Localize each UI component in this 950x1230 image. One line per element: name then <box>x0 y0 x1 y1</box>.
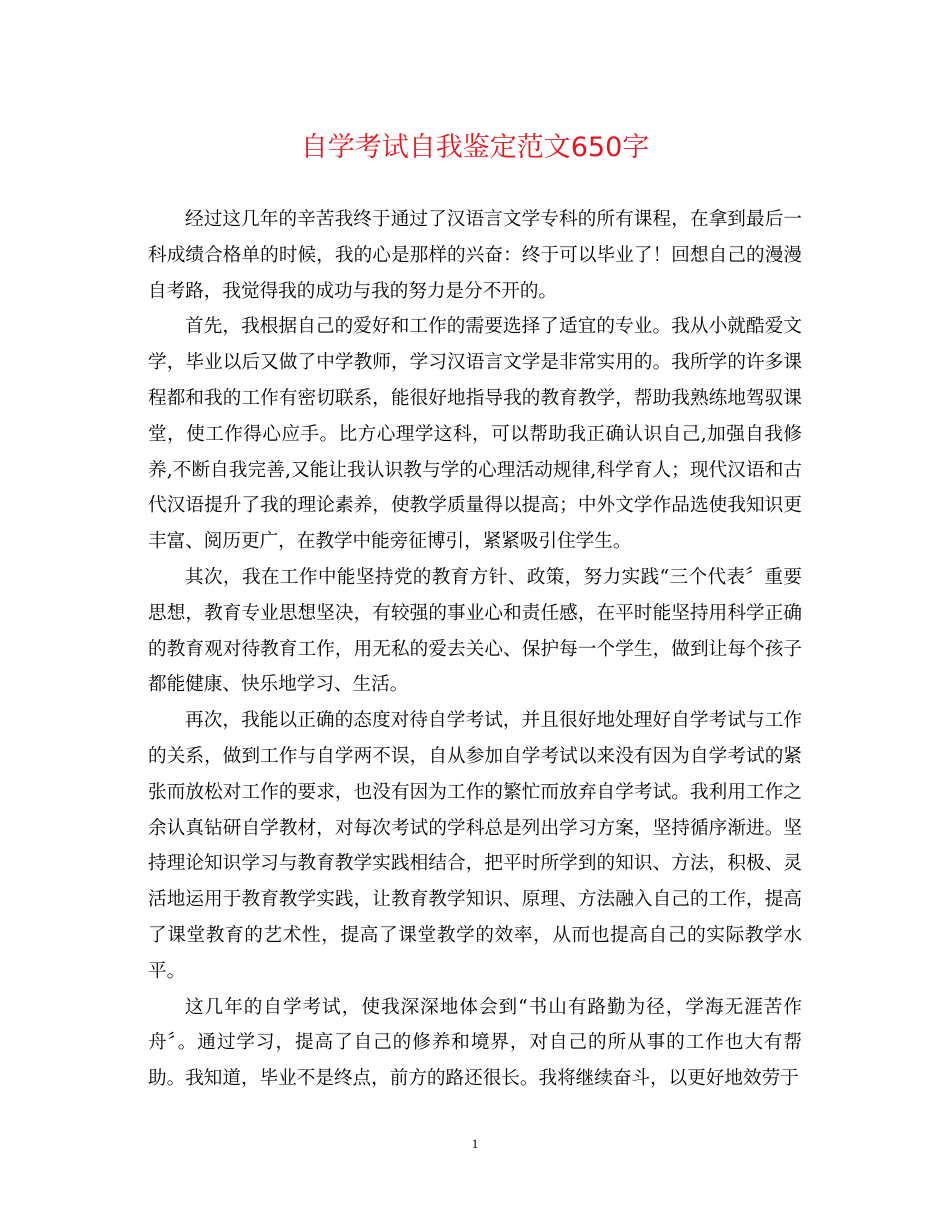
paragraph: 再次，我能以正确的态度对待自学考试，并且很好地处理好自学考试与工作的关系，做到工作与自学两不误，自从参加自学考试以来没有因为自学考试的紧张而放松对工作的要求，也没有因为工作的繁忙而放弃自学考试。我利用工作之余认真钻研自学教材，对每次考试的学科总是列出学习方案，坚持循序渐进。坚持理论知识学习与教育教学实践相结合，把平时所学到的知识、方法，积极、灵活地运用于教育教学实践，让教育教学知识、原理、方法融入自己的工作，提高了课堂教育的艺术性，提高了课堂教学的效率，从而也提高自己的实际教学水平。 <box>148 710 802 982</box>
paragraph: 首先，我根据自己的爱好和工作的需要选择了适宜的专业。我从小就酷爱文学，毕业以后又做了中学教师，学习汉语言文学是非常实用的。我所学的许多课程都和我的工作有密切联系，能很好地指导我的教育教学，帮助我熟练地驾驭课堂，使工作得心应手。比方心理学这科，可以帮助我正确认识自己,加强自我修养,不断自我完善,又能让我认识教与学的心理活动规律,科学育人；现代汉语和古代汉语提升了我的理论素养，使教学质量得以提高；中外文学作品选使我知识更丰富、阅历更广，在教学中能旁征博引，紧紧吸引住学生。 <box>148 316 802 553</box>
paragraph: 其次，我在工作中能坚持党的教育方针、政策，努力实践“三个代表〞重要思想，教育专业思想坚决，有较强的事业心和责任感，在平时能坚持用科学正确的教育观对待教育工作，用无私的爱去关心、保护每一个学生，做到让每个孩子都能健康、快乐地学习、生活。 <box>148 566 802 696</box>
document-title: 自学考试自我鉴定范文650字 <box>300 132 650 163</box>
paragraph: 这几年的自学考试，使我深深地体会到“书山有路勤为径，学海无涯苦作舟〞。通过学习，提高了自己的修养和境界，对自己的所从事的工作也大有帮助。我知道，毕业不是终点，前方的路还很长。我将继续奋斗，以更好地效劳于 <box>148 996 802 1090</box>
page-number: 1 <box>471 1136 479 1151</box>
document-body <box>148 202 802 1097</box>
paragraph: 经过这几年的辛苦我终于通过了汉语言文学专科的所有课程，在拿到最后一科成绩合格单的时候，我的心是那样的兴奋：终于可以毕业了！回想自己的漫漫自考路，我觉得我的成功与我的努力是分不开的。 <box>148 209 802 302</box>
